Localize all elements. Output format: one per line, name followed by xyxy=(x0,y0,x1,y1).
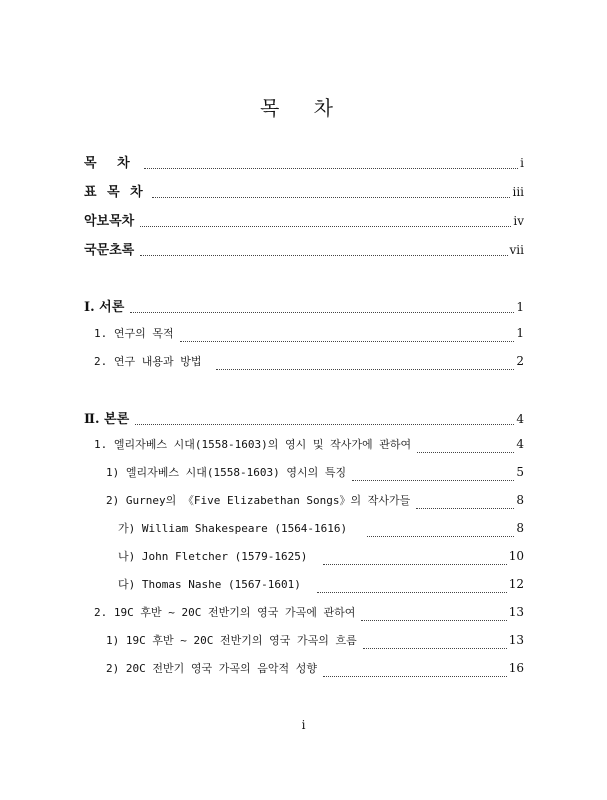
toc-section-2-1[interactable] xyxy=(94,436,524,456)
toc-section-1-2[interactable] xyxy=(94,353,524,373)
dot-leader xyxy=(130,312,514,313)
dot-leader xyxy=(144,168,519,169)
toc-entry-page: 2 xyxy=(516,354,524,368)
page-number: i xyxy=(301,718,306,732)
toc-entry-label: 가) William Shakespeare (1564-1616) xyxy=(118,522,348,535)
toc-entry-label: 2) 20C 전반기 영국 가곡의 음악적 성향 xyxy=(106,662,317,675)
toc-chapter-2[interactable] xyxy=(84,408,524,428)
toc-subsection-2-2-2[interactable] xyxy=(106,660,524,680)
dot-leader xyxy=(323,564,506,565)
dot-leader xyxy=(352,480,514,481)
toc-subsection-2-1-2[interactable] xyxy=(106,492,524,512)
dot-leader xyxy=(323,676,507,677)
toc-entry-contents[interactable] xyxy=(84,152,524,172)
dot-leader xyxy=(216,369,515,370)
dot-leader xyxy=(317,592,507,593)
dot-leader xyxy=(140,255,507,256)
toc-entry-label: 다) Thomas Nashe (1567-1601) xyxy=(118,578,301,591)
toc-section-2-2[interactable] xyxy=(94,604,524,624)
toc-item-shakespeare[interactable] xyxy=(118,520,524,540)
toc-entry-page: vii xyxy=(509,243,524,257)
toc-entry-page: 13 xyxy=(508,605,524,619)
toc-entry-page: 12 xyxy=(508,577,524,591)
toc-entry-page: 1 xyxy=(516,300,524,314)
dot-leader xyxy=(363,648,507,649)
toc-chapter-1[interactable] xyxy=(84,296,524,316)
dot-leader xyxy=(152,197,511,198)
toc-entry-page: 4 xyxy=(516,412,524,426)
toc-entry-page: 16 xyxy=(508,661,524,675)
toc-entry-list-of-tables[interactable] xyxy=(84,181,524,201)
dot-leader xyxy=(416,508,514,509)
toc-entry-korean-abstract[interactable] xyxy=(84,239,524,259)
toc-entry-page: 8 xyxy=(516,521,524,535)
toc-section-1-1[interactable] xyxy=(94,325,524,345)
dot-leader xyxy=(361,620,506,621)
toc-entry-label: 2. 연구 내용과 방법 xyxy=(94,355,202,368)
toc-entry-label: Ⅰ. 서론 xyxy=(84,300,125,315)
toc-entry-page: 13 xyxy=(508,633,524,647)
dot-leader xyxy=(417,452,514,453)
toc-entry-page: iv xyxy=(513,214,524,228)
toc-entry-page: 8 xyxy=(516,493,524,507)
toc-entry-page: iii xyxy=(512,185,524,199)
toc-item-fletcher[interactable] xyxy=(118,548,524,568)
toc-entry-label: 2. 19C 후반 ~ 20C 전반기의 영국 가곡에 관하여 xyxy=(94,606,356,619)
toc-entry-label: 악보목차 xyxy=(84,214,135,229)
toc-subsection-2-2-1[interactable] xyxy=(106,632,524,652)
dot-leader xyxy=(135,424,514,425)
toc-entry-label: 국문초록 xyxy=(84,243,135,258)
toc-item-nashe[interactable] xyxy=(118,576,524,596)
toc-entry-label: 목 차 xyxy=(84,156,138,171)
toc-entry-page: i xyxy=(520,156,524,170)
toc-entry-label: 1) 엘리자베스 시대(1558-1603) 영시의 특징 xyxy=(106,466,347,479)
toc-entry-label: 나) John Fletcher (1579-1625) xyxy=(118,550,308,563)
toc-entry-label: 1. 엘리자베스 시대(1558-1603)의 영시 및 작사가에 관하여 xyxy=(94,438,412,451)
dot-leader xyxy=(180,341,515,342)
toc-entry-label: Ⅱ. 본론 xyxy=(84,412,130,427)
toc-entry-page: 10 xyxy=(508,549,524,563)
page-title: 목 차 xyxy=(260,96,347,120)
toc-entry-page: 4 xyxy=(516,437,524,451)
dot-leader xyxy=(140,226,511,227)
toc-subsection-2-1-1[interactable] xyxy=(106,464,524,484)
dot-leader xyxy=(367,536,514,537)
toc-entry-label: 1) 19C 후반 ~ 20C 전반기의 영국 가곡의 흐름 xyxy=(106,634,357,647)
toc-entry-page: 5 xyxy=(516,465,524,479)
toc-entry-label: 1. 연구의 목적 xyxy=(94,327,174,340)
toc-entry-label: 2) Gurney의 《Five Elizabethan Songs》의 작사가들 xyxy=(106,494,411,507)
toc-entry-list-of-scores[interactable] xyxy=(84,210,524,230)
toc-entry-page: 1 xyxy=(516,326,524,340)
toc-entry-label: 표 목 차 xyxy=(84,185,146,200)
